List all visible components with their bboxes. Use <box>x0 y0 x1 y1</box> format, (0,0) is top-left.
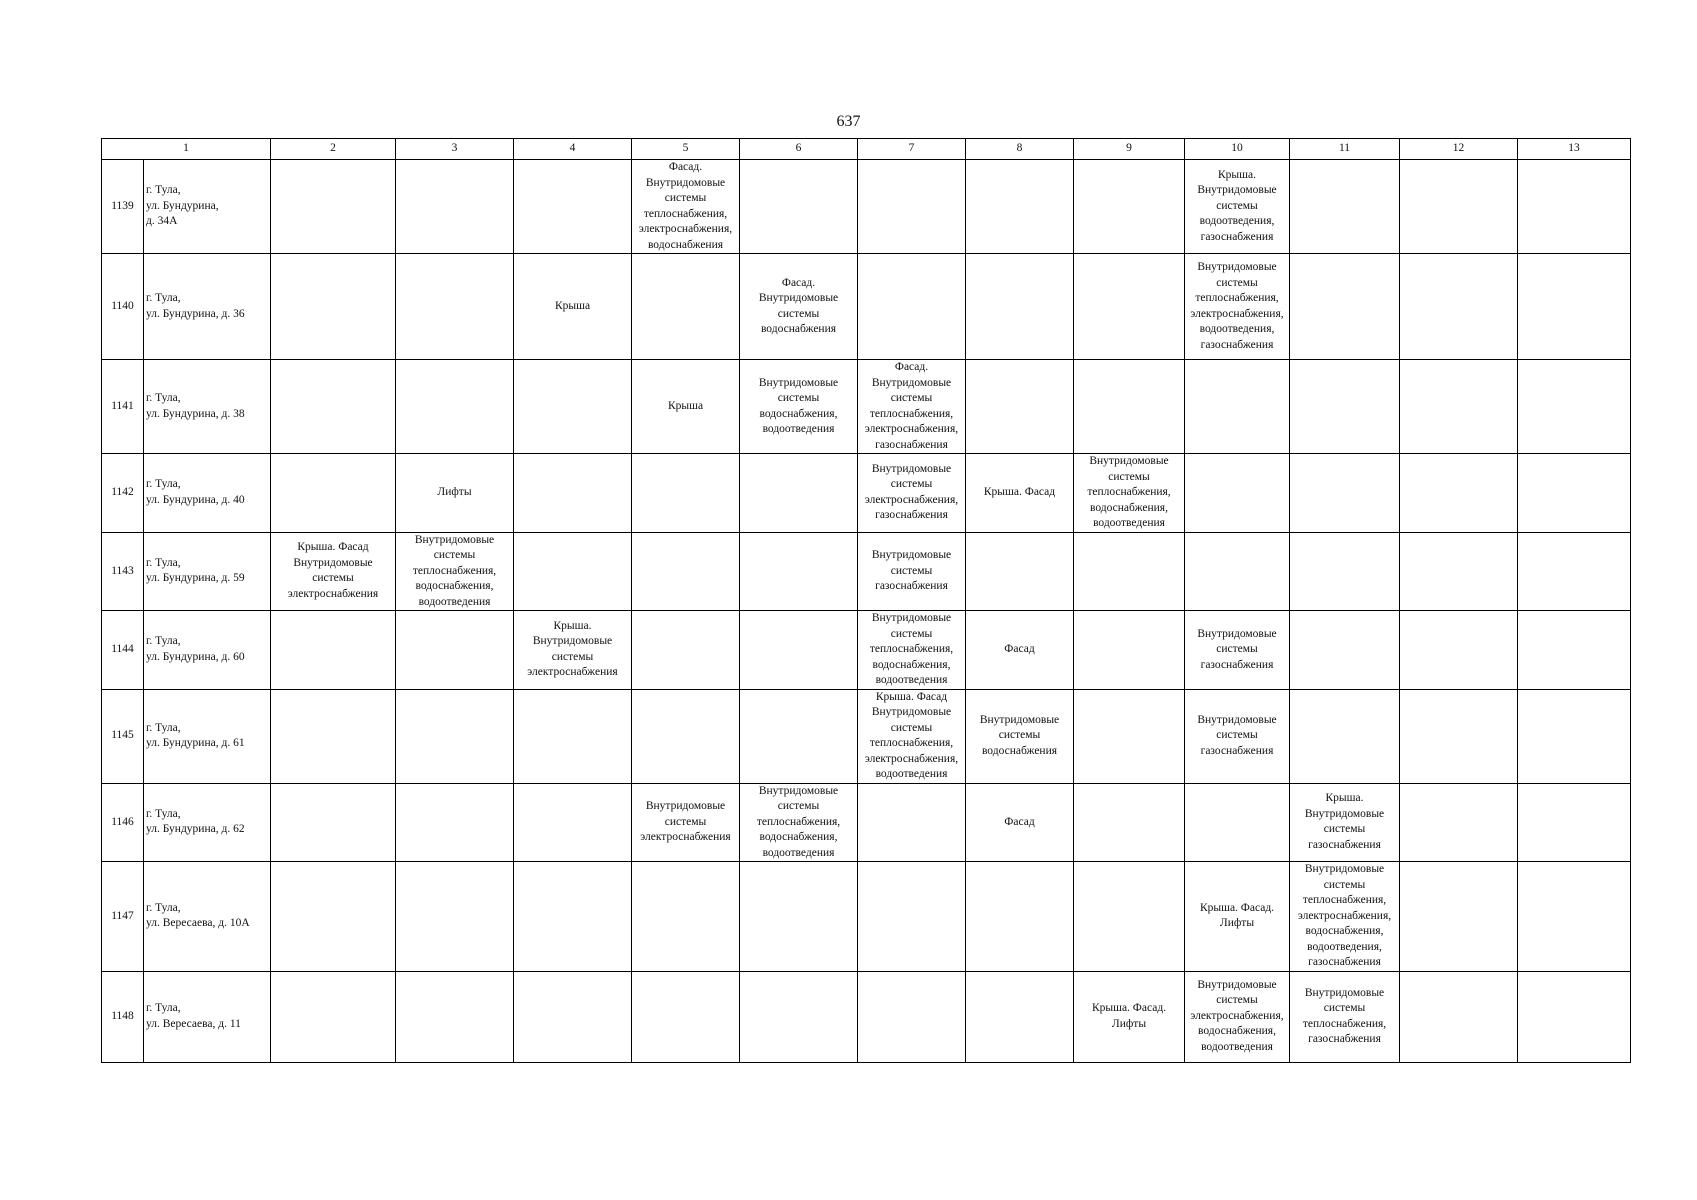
work-cell <box>1518 454 1631 533</box>
work-cell <box>271 689 396 783</box>
address-cell: г. Тула, ул. Бундурина, д. 62 <box>144 783 271 862</box>
row-number: 1143 <box>102 532 144 611</box>
work-cell <box>1290 611 1400 690</box>
work-cell: Крыша. Фасад. Лифты <box>1074 971 1185 1062</box>
work-cell <box>1518 862 1631 972</box>
work-cell <box>1185 532 1290 611</box>
column-header: 8 <box>966 139 1074 160</box>
work-cell <box>514 532 632 611</box>
column-header: 7 <box>858 139 966 160</box>
row-number: 1147 <box>102 862 144 972</box>
work-cell <box>740 971 858 1062</box>
work-cell <box>1074 532 1185 611</box>
work-cell <box>1290 454 1400 533</box>
column-header: 6 <box>740 139 858 160</box>
work-cell <box>396 160 514 254</box>
work-cell <box>1074 611 1185 690</box>
work-cell <box>632 971 740 1062</box>
work-cell <box>396 254 514 360</box>
column-header: 12 <box>1400 139 1518 160</box>
work-cell: Внутридомовые системы электроснабжения <box>632 783 740 862</box>
work-cell <box>271 160 396 254</box>
work-cell <box>632 611 740 690</box>
work-cell <box>632 689 740 783</box>
work-cell: Крыша. Фасад Внутридомовые системы электроснабжения <box>271 532 396 611</box>
work-cell: Внутридомовые системы теплоснабжения, электроснабжения, водоотведения, газоснабжения <box>1185 254 1290 360</box>
work-cell <box>858 160 966 254</box>
table-row <box>102 454 1631 533</box>
repair-schedule-table <box>101 138 1631 1063</box>
work-cell <box>1518 689 1631 783</box>
work-cell: Крыша. Фасад Внутридомовые системы теплоснабжения, электроснабжения, водоотведения <box>858 689 966 783</box>
work-cell <box>1400 532 1518 611</box>
work-cell <box>966 360 1074 454</box>
row-number: 1142 <box>102 454 144 533</box>
work-cell <box>514 971 632 1062</box>
column-header: 1 <box>102 139 271 160</box>
work-cell <box>1400 254 1518 360</box>
work-cell <box>1074 160 1185 254</box>
work-cell <box>858 783 966 862</box>
work-cell <box>514 862 632 972</box>
work-cell <box>1185 454 1290 533</box>
work-cell <box>1290 532 1400 611</box>
work-cell <box>396 862 514 972</box>
work-cell <box>1518 360 1631 454</box>
work-cell <box>1074 360 1185 454</box>
column-header: 4 <box>514 139 632 160</box>
work-cell <box>396 611 514 690</box>
work-cell <box>1074 862 1185 972</box>
work-cell <box>271 783 396 862</box>
work-cell <box>966 254 1074 360</box>
work-cell: Крыша. Фасад <box>966 454 1074 533</box>
work-cell <box>271 454 396 533</box>
column-header: 2 <box>271 139 396 160</box>
work-cell <box>1400 611 1518 690</box>
row-number: 1141 <box>102 360 144 454</box>
work-cell <box>271 360 396 454</box>
work-cell <box>514 783 632 862</box>
work-cell <box>1290 160 1400 254</box>
work-cell <box>1518 783 1631 862</box>
address-cell: г. Тула, ул. Бундурина, д. 36 <box>144 254 271 360</box>
work-cell: Крыша <box>514 254 632 360</box>
work-cell: Внутридомовые системы газоснабжения <box>858 532 966 611</box>
address-cell: г. Тула, ул. Бундурина, д. 61 <box>144 689 271 783</box>
work-cell: Внутридомовые системы теплоснабжения, водоснабжения, водоотведения <box>1074 454 1185 533</box>
work-cell <box>396 971 514 1062</box>
work-cell <box>966 862 1074 972</box>
work-cell <box>514 454 632 533</box>
table-row <box>102 254 1631 360</box>
work-cell: Крыша. Фасад. Лифты <box>1185 862 1290 972</box>
column-header: 10 <box>1185 139 1290 160</box>
work-cell: Внутридомовые системы водоснабжения, водоотведения <box>740 360 858 454</box>
address-cell: г. Тула, ул. Бундурина, д. 34А <box>144 160 271 254</box>
work-cell <box>1185 783 1290 862</box>
table-row <box>102 160 1631 254</box>
work-cell <box>1400 971 1518 1062</box>
column-header: 13 <box>1518 139 1631 160</box>
row-number: 1146 <box>102 783 144 862</box>
work-cell <box>966 971 1074 1062</box>
work-cell <box>632 862 740 972</box>
work-cell <box>1400 783 1518 862</box>
work-cell <box>396 360 514 454</box>
work-cell <box>1518 971 1631 1062</box>
work-cell: Крыша. Внутридомовые системы электроснабжения <box>514 611 632 690</box>
work-cell <box>1518 611 1631 690</box>
table-row <box>102 611 1631 690</box>
table-row <box>102 689 1631 783</box>
work-cell <box>271 862 396 972</box>
work-cell <box>632 254 740 360</box>
work-cell <box>1518 532 1631 611</box>
address-cell: г. Тула, ул. Вересаева, д. 10А <box>144 862 271 972</box>
row-number: 1140 <box>102 254 144 360</box>
work-cell <box>1074 783 1185 862</box>
work-cell <box>271 254 396 360</box>
work-cell <box>966 532 1074 611</box>
work-cell: Внутридомовые системы теплоснабжения, водоснабжения, водоотведения <box>396 532 514 611</box>
work-cell <box>1290 360 1400 454</box>
column-header: 9 <box>1074 139 1185 160</box>
work-cell: Внутридомовые системы теплоснабжения, водоснабжения, водоотведения <box>858 611 966 690</box>
address-cell: г. Тула, ул. Вересаева, д. 11 <box>144 971 271 1062</box>
column-header: 3 <box>396 139 514 160</box>
work-cell: Фасад. Внутридомовые системы водоснабжения <box>740 254 858 360</box>
work-cell: Внутридомовые системы водоснабжения <box>966 689 1074 783</box>
header-row <box>102 139 1631 160</box>
work-cell <box>1074 689 1185 783</box>
work-cell <box>858 971 966 1062</box>
table-row <box>102 971 1631 1062</box>
work-cell: Крыша. Внутридомовые системы водоотведения, газоснабжения <box>1185 160 1290 254</box>
work-cell <box>514 689 632 783</box>
work-cell <box>740 160 858 254</box>
work-cell <box>1518 160 1631 254</box>
work-cell: Внутридомовые системы газоснабжения <box>1185 689 1290 783</box>
work-cell <box>1400 689 1518 783</box>
work-cell <box>514 360 632 454</box>
work-cell <box>858 862 966 972</box>
work-cell <box>1074 254 1185 360</box>
work-cell <box>396 783 514 862</box>
work-cell: Фасад <box>966 783 1074 862</box>
work-cell: Крыша <box>632 360 740 454</box>
work-cell <box>1290 254 1400 360</box>
page-number: 637 <box>836 113 861 130</box>
work-cell <box>966 160 1074 254</box>
work-cell: Внутридомовые системы электроснабжения, водоснабжения, водоотведения <box>1185 971 1290 1062</box>
row-number: 1139 <box>102 160 144 254</box>
work-cell <box>740 454 858 533</box>
work-cell <box>740 611 858 690</box>
work-cell <box>1400 862 1518 972</box>
work-cell: Внутридомовые системы теплоснабжения, газоснабжения <box>1290 971 1400 1062</box>
work-cell <box>858 254 966 360</box>
work-cell: Фасад <box>966 611 1074 690</box>
work-cell <box>271 611 396 690</box>
work-cell <box>1400 160 1518 254</box>
column-header: 5 <box>632 139 740 160</box>
work-cell <box>514 160 632 254</box>
work-cell <box>1185 360 1290 454</box>
work-cell <box>1518 254 1631 360</box>
work-cell: Внутридомовые системы электроснабжения, газоснабжения <box>858 454 966 533</box>
row-number: 1144 <box>102 611 144 690</box>
address-cell: г. Тула, ул. Бундурина, д. 60 <box>144 611 271 690</box>
work-cell: Внутридомовые системы теплоснабжения, водоснабжения, водоотведения <box>740 783 858 862</box>
work-cell: Лифты <box>396 454 514 533</box>
work-cell <box>740 689 858 783</box>
column-header: 11 <box>1290 139 1400 160</box>
work-cell <box>1290 689 1400 783</box>
address-cell: г. Тула, ул. Бундурина, д. 59 <box>144 532 271 611</box>
work-cell <box>632 532 740 611</box>
table-row <box>102 862 1631 972</box>
work-cell: Фасад. Внутридомовые системы теплоснабжения, электроснабжения, водоснабжения <box>632 160 740 254</box>
work-cell <box>271 971 396 1062</box>
work-cell <box>740 862 858 972</box>
address-cell: г. Тула, ул. Бундурина, д. 40 <box>144 454 271 533</box>
work-cell: Фасад. Внутридомовые системы теплоснабжения, электроснабжения, газоснабжения <box>858 360 966 454</box>
work-cell: Крыша. Внутридомовые системы газоснабжения <box>1290 783 1400 862</box>
work-cell <box>396 689 514 783</box>
table-row <box>102 532 1631 611</box>
work-cell <box>1400 454 1518 533</box>
work-cell: Внутридомовые системы теплоснабжения, электроснабжения, водоснабжения, водоотведения, газоснабжения <box>1290 862 1400 972</box>
row-number: 1145 <box>102 689 144 783</box>
table-row <box>102 783 1631 862</box>
work-cell <box>632 454 740 533</box>
work-cell: Внутридомовые системы газоснабжения <box>1185 611 1290 690</box>
work-cell <box>740 532 858 611</box>
table-row <box>102 360 1631 454</box>
address-cell: г. Тула, ул. Бундурина, д. 38 <box>144 360 271 454</box>
row-number: 1148 <box>102 971 144 1062</box>
work-cell <box>1400 360 1518 454</box>
